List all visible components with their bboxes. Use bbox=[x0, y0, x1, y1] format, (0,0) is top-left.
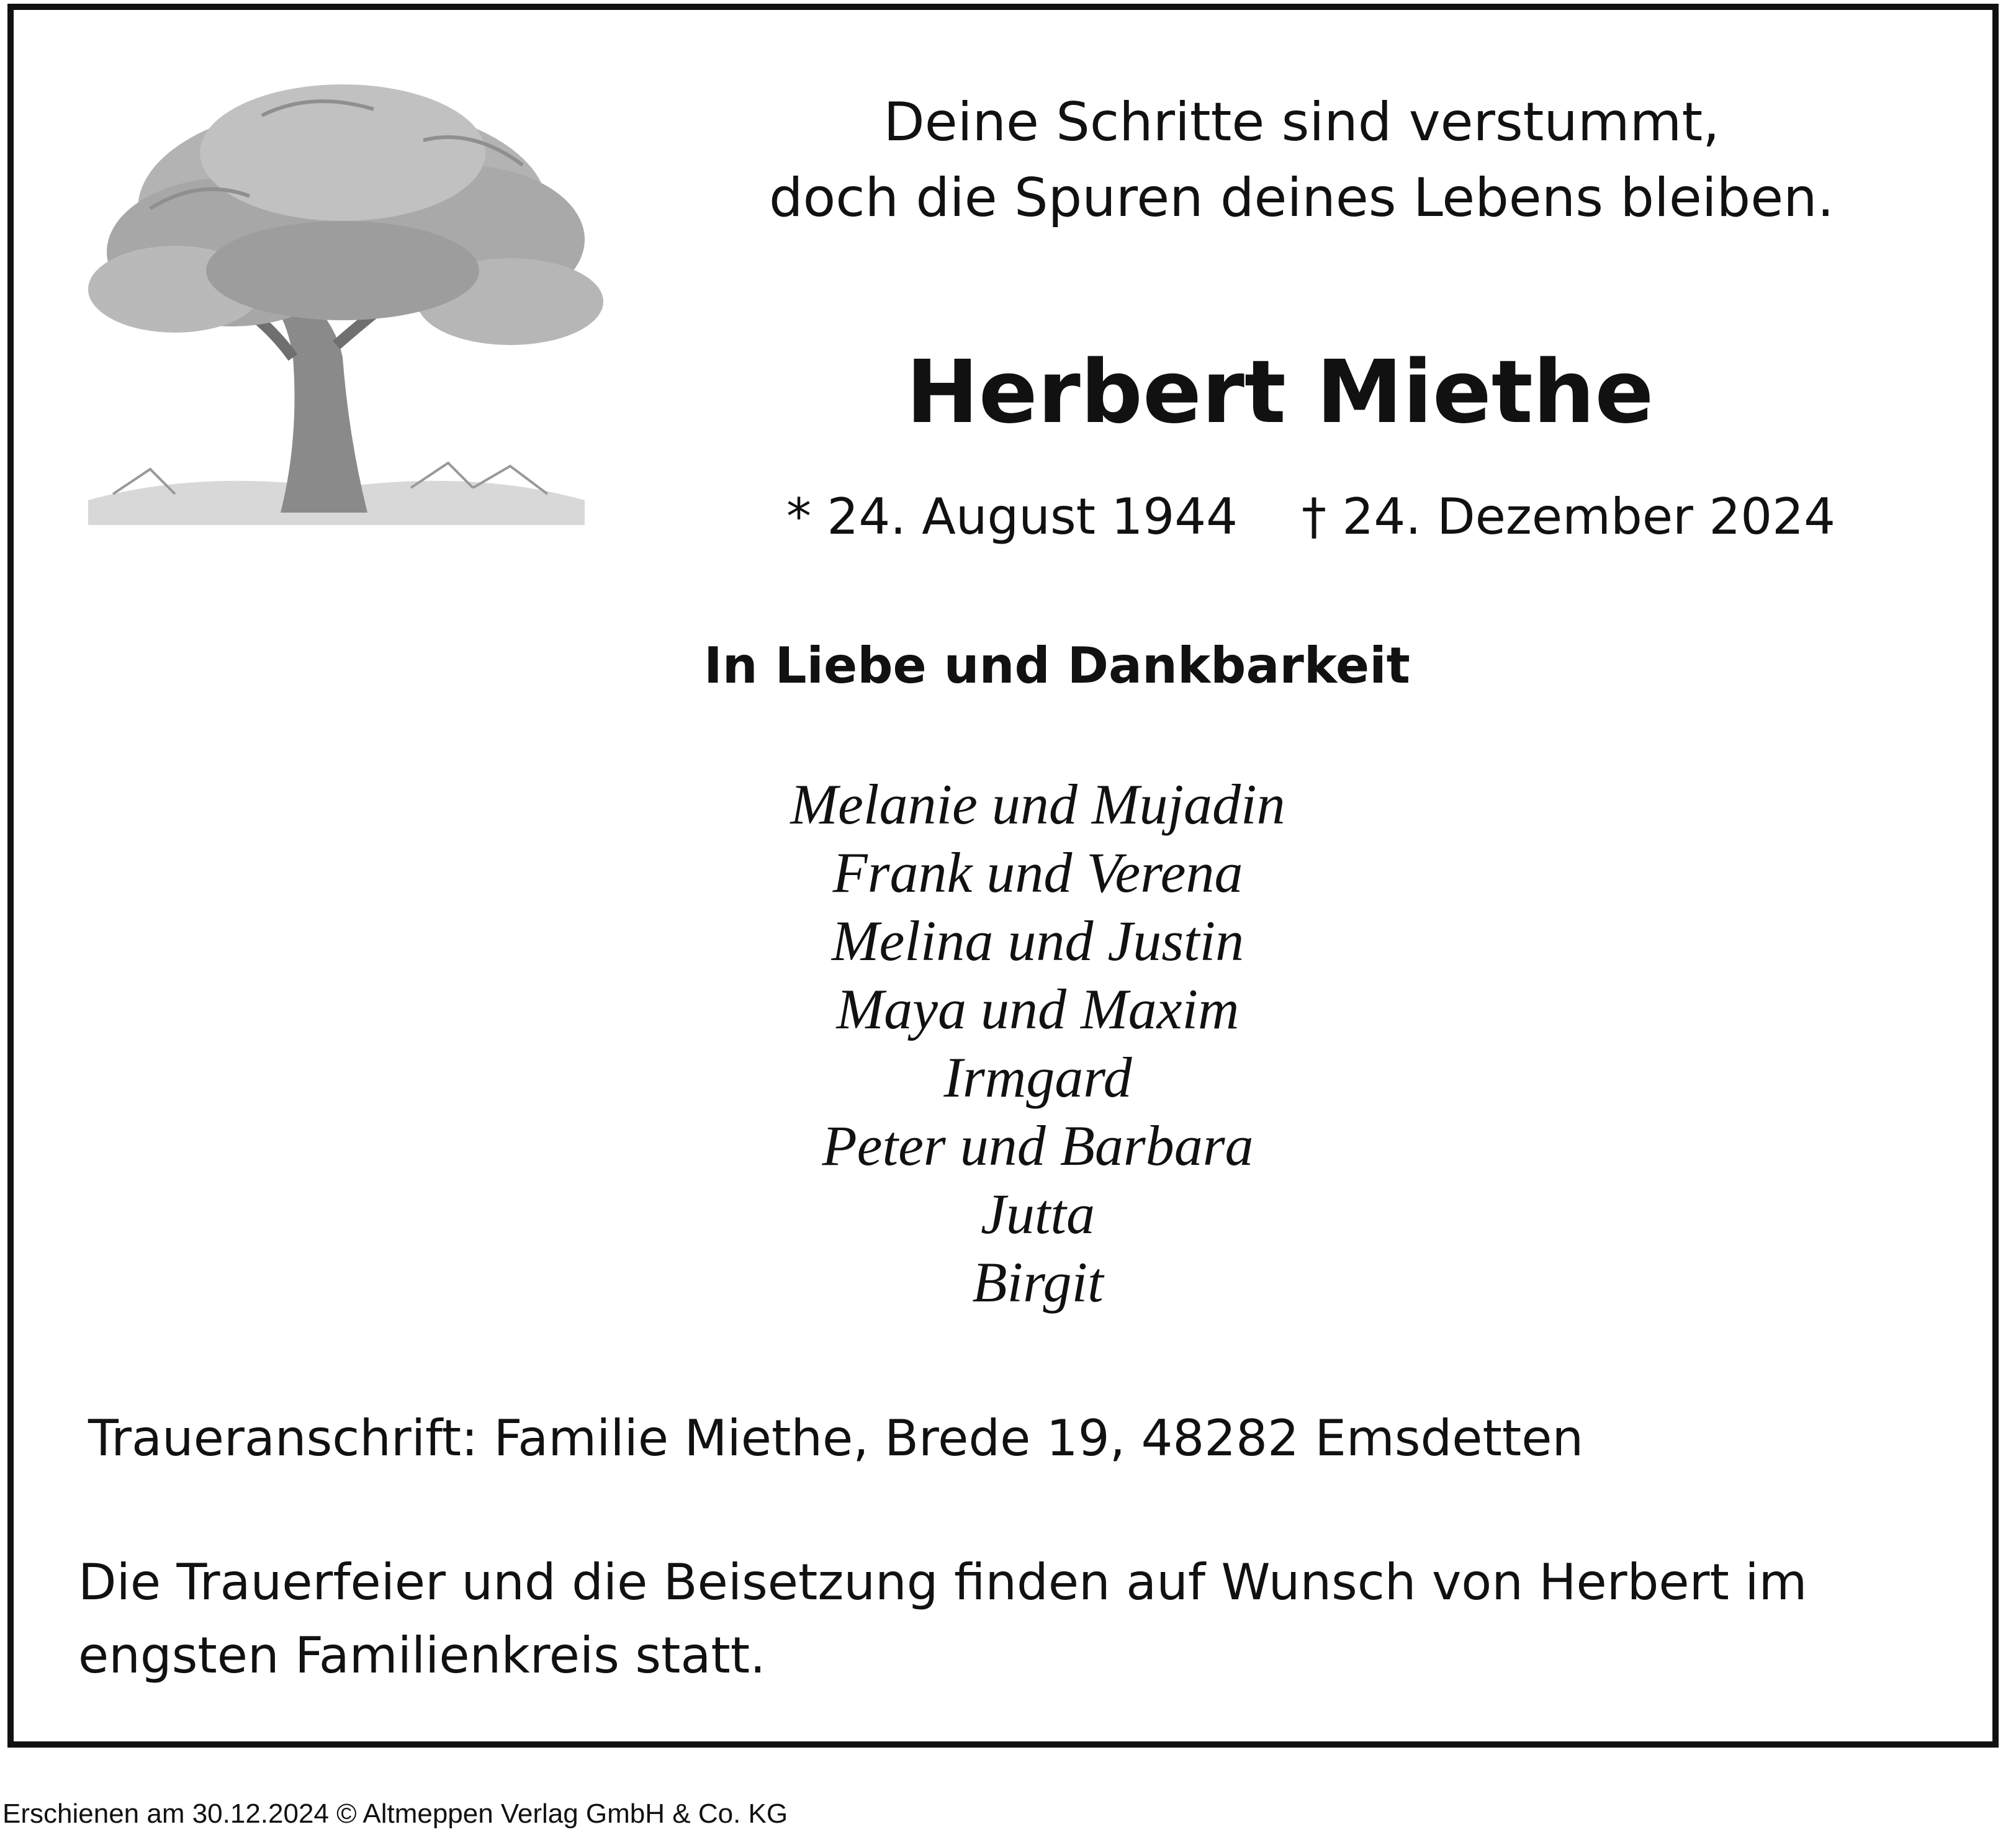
obituary-frame bbox=[7, 4, 1999, 1748]
ceremony-line-1: Die Trauerfeier und die Beisetzung finden auf Wunsch von Herbert im bbox=[78, 1553, 1807, 1611]
mourning-address: Traueranschrift: Familie Miethe, Brede 19, 48282 Emsdetten bbox=[88, 1409, 1584, 1467]
mourner-name: Frank und Verena bbox=[832, 841, 1243, 904]
mourner-name: Melina und Justin bbox=[831, 909, 1244, 972]
ceremony-note bbox=[78, 1546, 1807, 1692]
motto-line-1: Deine Schritte sind verstummt, bbox=[883, 91, 1720, 153]
ceremony-line-2: engsten Familienkreis statt. bbox=[78, 1627, 766, 1684]
mourner-name: Melanie und Mujadin bbox=[790, 773, 1285, 836]
death-date: † 24. Dezember 2024 bbox=[1302, 488, 1835, 546]
mourner-name: Maya und Maxim bbox=[836, 977, 1240, 1041]
thanks-heading: In Liebe und Dankbarkeit bbox=[704, 637, 1410, 694]
mourners-list bbox=[665, 770, 1410, 1316]
motto-line-2: doch die Spuren deines Lebens bleiben. bbox=[768, 167, 1834, 229]
publication-footer: Erschienen am 30.12.2024 © Altmeppen Verlag GmbH & Co. KG bbox=[2, 1798, 788, 1829]
motto bbox=[634, 84, 1969, 236]
mourner-name: Jutta bbox=[981, 1182, 1095, 1246]
birth-date: * 24. August 1944 bbox=[786, 488, 1238, 546]
mourner-name: Birgit bbox=[972, 1251, 1104, 1314]
deceased-name: Herbert Miethe bbox=[906, 342, 1654, 443]
mourner-name: Irmgard bbox=[943, 1046, 1132, 1109]
tree-icon bbox=[76, 66, 616, 544]
mourner-name: Peter und Barbara bbox=[822, 1114, 1254, 1177]
